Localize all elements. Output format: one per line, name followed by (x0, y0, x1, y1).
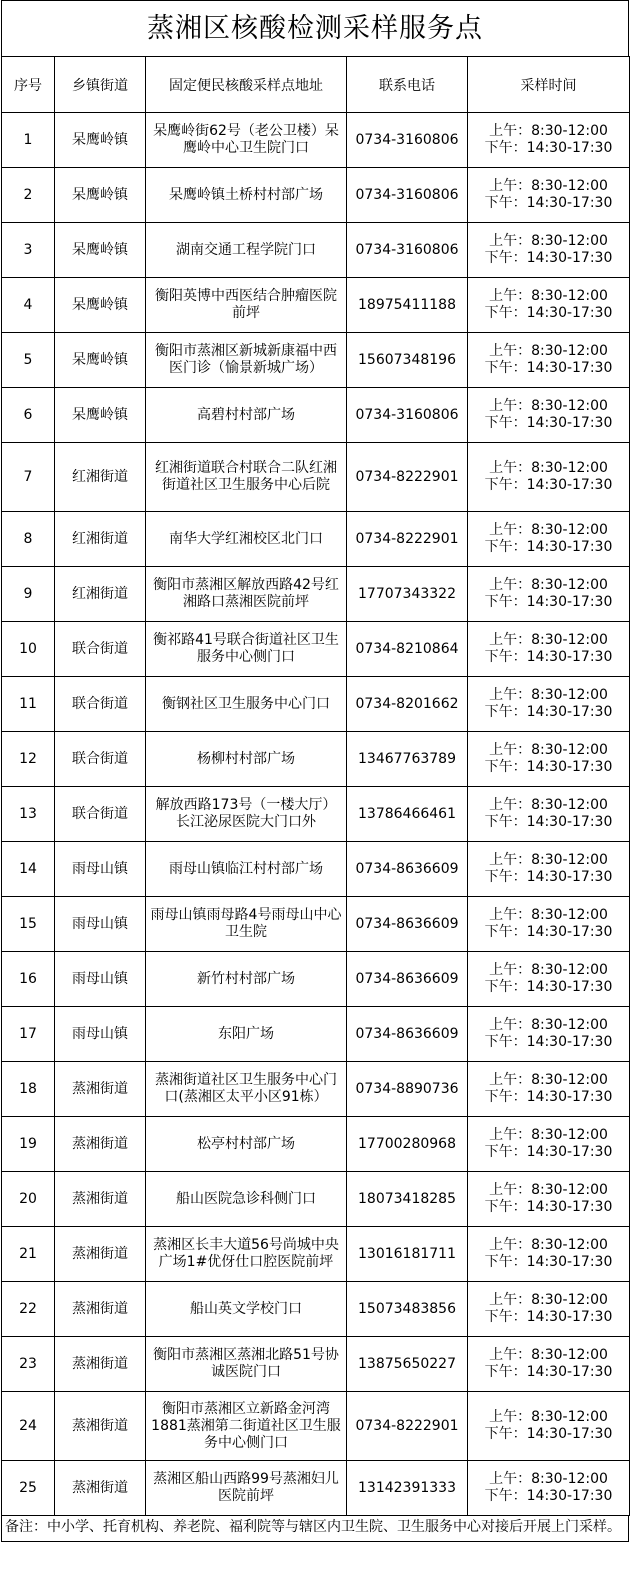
row-phone: 0734-8222901 (347, 512, 468, 567)
row-address: 东阳广场 (146, 1007, 347, 1062)
time-morning: 上午：8:30-12:00 (489, 907, 608, 923)
row-phone: 13786466461 (347, 787, 468, 842)
time-morning: 上午：8:30-12:00 (489, 1072, 608, 1088)
row-time (468, 897, 630, 952)
row-street: 雨母山镇 (55, 1007, 146, 1062)
row-street: 红湘街道 (55, 567, 146, 622)
row-street: 呆鹰岭镇 (55, 113, 146, 168)
row-street: 红湘街道 (55, 443, 146, 512)
row-address: 衡阳英博中西医结合肿瘤医院前坪 (146, 278, 347, 333)
row-phone: 13016181711 (347, 1227, 468, 1282)
time-afternoon: 下午：14:30-17:30 (484, 649, 613, 665)
row-street: 蒸湘街道 (55, 1337, 146, 1392)
row-time (468, 787, 630, 842)
row-address: 蒸湘区船山西路99号蒸湘妇儿医院前坪 (146, 1461, 347, 1516)
row-phone: 0734-8201662 (347, 677, 468, 732)
row-phone: 0734-8636609 (347, 842, 468, 897)
sampling-sites-sheet (1, 0, 629, 1542)
row-street: 蒸湘街道 (55, 1282, 146, 1337)
row-address: 衡钢社区卫生服务中心门口 (146, 677, 347, 732)
row-address: 衡阳市蒸湘区解放西路42号红湘路口蒸湘医院前坪 (146, 567, 347, 622)
time-morning: 上午：8:30-12:00 (489, 1347, 608, 1363)
table-row (2, 388, 630, 443)
row-address: 呆鹰岭街62号（老公卫楼）呆鹰岭中心卫生院门口 (146, 113, 347, 168)
row-time (468, 278, 630, 333)
row-phone: 0734-8210864 (347, 622, 468, 677)
row-index: 6 (2, 388, 55, 443)
row-phone: 0734-3160806 (347, 113, 468, 168)
time-afternoon: 下午：14:30-17:30 (484, 1199, 613, 1215)
row-index: 15 (2, 897, 55, 952)
table-row (2, 1062, 630, 1117)
row-time (468, 952, 630, 1007)
row-street: 呆鹰岭镇 (55, 223, 146, 278)
row-time (468, 223, 630, 278)
row-phone: 0734-3160806 (347, 223, 468, 278)
row-phone: 13142391333 (347, 1461, 468, 1516)
time-morning: 上午：8:30-12:00 (489, 1127, 608, 1143)
time-morning: 上午：8:30-12:00 (489, 343, 608, 359)
row-index: 5 (2, 333, 55, 388)
table-row (2, 168, 630, 223)
row-time (468, 567, 630, 622)
row-index: 3 (2, 223, 55, 278)
time-afternoon: 下午：14:30-17:30 (484, 1309, 613, 1325)
table-row (2, 1227, 630, 1282)
row-address: 船山英文学校门口 (146, 1282, 347, 1337)
row-street: 呆鹰岭镇 (55, 278, 146, 333)
header-phone: 联系电话 (347, 57, 468, 113)
table-row (2, 567, 630, 622)
time-morning: 上午：8:30-12:00 (489, 460, 608, 476)
time-morning: 上午：8:30-12:00 (489, 123, 608, 139)
table-row (2, 1117, 630, 1172)
row-time (468, 1172, 630, 1227)
row-index: 23 (2, 1337, 55, 1392)
row-street: 雨母山镇 (55, 897, 146, 952)
table-row (2, 1282, 630, 1337)
table-row (2, 443, 630, 512)
time-afternoon: 下午：14:30-17:30 (484, 1034, 613, 1050)
row-address: 高碧村村部广场 (146, 388, 347, 443)
time-morning: 上午：8:30-12:00 (489, 852, 608, 868)
row-time (468, 622, 630, 677)
row-index: 21 (2, 1227, 55, 1282)
time-morning: 上午：8:30-12:00 (489, 288, 608, 304)
row-time (468, 1117, 630, 1172)
time-afternoon: 下午：14:30-17:30 (484, 360, 613, 376)
time-afternoon: 下午：14:30-17:30 (484, 140, 613, 156)
row-time (468, 512, 630, 567)
row-index: 13 (2, 787, 55, 842)
row-index: 25 (2, 1461, 55, 1516)
time-morning: 上午：8:30-12:00 (489, 398, 608, 414)
row-address: 衡阳市蒸湘区蒸湘北路51号协诚医院门口 (146, 1337, 347, 1392)
row-index: 10 (2, 622, 55, 677)
table-row (2, 1337, 630, 1392)
time-morning: 上午：8:30-12:00 (489, 233, 608, 249)
row-street: 蒸湘街道 (55, 1392, 146, 1461)
row-index: 17 (2, 1007, 55, 1062)
time-morning: 上午：8:30-12:00 (489, 1471, 608, 1487)
row-street: 红湘街道 (55, 512, 146, 567)
row-address: 雨母山镇雨母路4号雨母山中心卫生院 (146, 897, 347, 952)
time-afternoon: 下午：14:30-17:30 (484, 594, 613, 610)
time-morning: 上午：8:30-12:00 (489, 1182, 608, 1198)
row-time (468, 333, 630, 388)
time-morning: 上午：8:30-12:00 (489, 632, 608, 648)
table-row (2, 278, 630, 333)
row-phone: 15073483856 (347, 1282, 468, 1337)
table-row (2, 787, 630, 842)
time-afternoon: 下午：14:30-17:30 (484, 415, 613, 431)
time-afternoon: 下午：14:30-17:30 (484, 979, 613, 995)
time-afternoon: 下午：14:30-17:30 (484, 1488, 613, 1504)
time-morning: 上午：8:30-12:00 (489, 1237, 608, 1253)
row-phone: 18975411188 (347, 278, 468, 333)
row-street: 呆鹰岭镇 (55, 388, 146, 443)
table-row (2, 223, 630, 278)
time-afternoon: 下午：14:30-17:30 (484, 1364, 613, 1380)
row-address: 蒸湘街道社区卫生服务中心门口(蒸湘区太平小区91栋） (146, 1062, 347, 1117)
table-row (2, 1392, 630, 1461)
time-afternoon: 下午：14:30-17:30 (484, 759, 613, 775)
row-address: 南华大学红湘校区北门口 (146, 512, 347, 567)
row-index: 24 (2, 1392, 55, 1461)
row-time (468, 1461, 630, 1516)
row-street: 呆鹰岭镇 (55, 168, 146, 223)
row-phone: 18073418285 (347, 1172, 468, 1227)
row-index: 20 (2, 1172, 55, 1227)
table-row (2, 1007, 630, 1062)
row-index: 11 (2, 677, 55, 732)
table-row (2, 1461, 630, 1516)
time-afternoon: 下午：14:30-17:30 (484, 250, 613, 266)
row-address: 红湘街道联合村联合二队红湘街道社区卫生服务中心后院 (146, 443, 347, 512)
time-afternoon: 下午：14:30-17:30 (484, 1426, 613, 1442)
row-index: 4 (2, 278, 55, 333)
time-morning: 上午：8:30-12:00 (489, 742, 608, 758)
table-row (2, 1172, 630, 1227)
table-row (2, 842, 630, 897)
time-morning: 上午：8:30-12:00 (489, 962, 608, 978)
row-index: 7 (2, 443, 55, 512)
table-row (2, 677, 630, 732)
row-time (468, 677, 630, 732)
row-index: 1 (2, 113, 55, 168)
row-time (468, 842, 630, 897)
time-morning: 上午：8:30-12:00 (489, 1017, 608, 1033)
row-time (468, 732, 630, 787)
row-address: 湖南交通工程学院门口 (146, 223, 347, 278)
row-street: 蒸湘街道 (55, 1117, 146, 1172)
row-index: 14 (2, 842, 55, 897)
row-address: 衡祁路41号联合街道社区卫生服务中心侧门口 (146, 622, 347, 677)
row-time (468, 1062, 630, 1117)
row-index: 2 (2, 168, 55, 223)
time-afternoon: 下午：14:30-17:30 (484, 704, 613, 720)
row-index: 8 (2, 512, 55, 567)
row-phone: 15607348196 (347, 333, 468, 388)
row-phone: 17700280968 (347, 1117, 468, 1172)
row-address: 船山医院急诊科侧门口 (146, 1172, 347, 1227)
row-index: 18 (2, 1062, 55, 1117)
row-address: 衡阳市蒸湘区新城新康福中西医门诊（愉景新城广场） (146, 333, 347, 388)
row-street: 蒸湘街道 (55, 1461, 146, 1516)
row-index: 19 (2, 1117, 55, 1172)
table-header-row (2, 57, 630, 113)
row-index: 12 (2, 732, 55, 787)
row-street: 雨母山镇 (55, 842, 146, 897)
time-afternoon: 下午：14:30-17:30 (484, 1254, 613, 1270)
table-row (2, 897, 630, 952)
row-address: 雨母山镇临江村村部广场 (146, 842, 347, 897)
row-address: 新竹村村部广场 (146, 952, 347, 1007)
row-street: 联合街道 (55, 622, 146, 677)
time-morning: 上午：8:30-12:00 (489, 577, 608, 593)
time-afternoon: 下午：14:30-17:30 (484, 1144, 613, 1160)
table-row (2, 622, 630, 677)
row-time (468, 1392, 630, 1461)
row-phone: 0734-8636609 (347, 897, 468, 952)
page-title: 蒸湘区核酸检测采样服务点 (1, 0, 629, 56)
row-phone: 17707343322 (347, 567, 468, 622)
row-address: 衡阳市蒸湘区立新路金河湾1881蒸湘第二街道社区卫生服务中心侧门口 (146, 1392, 347, 1461)
time-afternoon: 下午：14:30-17:30 (484, 814, 613, 830)
row-address: 杨柳村村部广场 (146, 732, 347, 787)
row-time (468, 1282, 630, 1337)
row-phone: 13467763789 (347, 732, 468, 787)
row-phone: 0734-8636609 (347, 952, 468, 1007)
header-street: 乡镇街道 (55, 57, 146, 113)
time-afternoon: 下午：14:30-17:30 (484, 869, 613, 885)
row-street: 蒸湘街道 (55, 1172, 146, 1227)
table-row (2, 333, 630, 388)
time-afternoon: 下午：14:30-17:30 (484, 195, 613, 211)
row-phone: 0734-8636609 (347, 1007, 468, 1062)
row-phone: 13875650227 (347, 1337, 468, 1392)
row-time (468, 1007, 630, 1062)
time-morning: 上午：8:30-12:00 (489, 687, 608, 703)
time-afternoon: 下午：14:30-17:30 (484, 924, 613, 940)
table-row (2, 113, 630, 168)
row-time (468, 1227, 630, 1282)
row-street: 联合街道 (55, 732, 146, 787)
row-phone: 0734-8222901 (347, 1392, 468, 1461)
time-morning: 上午：8:30-12:00 (489, 1292, 608, 1308)
row-phone: 0734-8222901 (347, 443, 468, 512)
table-body (2, 113, 630, 1516)
row-index: 16 (2, 952, 55, 1007)
header-index: 序号 (2, 57, 55, 113)
row-street: 联合街道 (55, 677, 146, 732)
time-afternoon: 下午：14:30-17:30 (484, 305, 613, 321)
row-time (468, 443, 630, 512)
row-time (468, 388, 630, 443)
row-street: 雨母山镇 (55, 952, 146, 1007)
table-row (2, 732, 630, 787)
header-time: 采样时间 (468, 57, 630, 113)
row-time (468, 168, 630, 223)
row-index: 9 (2, 567, 55, 622)
row-street: 蒸湘街道 (55, 1062, 146, 1117)
row-index: 22 (2, 1282, 55, 1337)
time-morning: 上午：8:30-12:00 (489, 1409, 608, 1425)
row-address: 蒸湘区长丰大道56号尚城中央广场1#优伢仕口腔医院前坪 (146, 1227, 347, 1282)
time-morning: 上午：8:30-12:00 (489, 797, 608, 813)
row-address: 解放西路173号（一楼大厅）长江泌尿医院大门口外 (146, 787, 347, 842)
row-street: 联合街道 (55, 787, 146, 842)
footnote: 备注：中小学、托育机构、养老院、福利院等与辖区内卫生院、卫生服务中心对接后开展上门采样。 (1, 1516, 629, 1542)
row-address: 呆鹰岭镇土桥村村部广场 (146, 168, 347, 223)
header-address: 固定便民核酸采样点地址 (146, 57, 347, 113)
time-morning: 上午：8:30-12:00 (489, 178, 608, 194)
time-morning: 上午：8:30-12:00 (489, 522, 608, 538)
row-time (468, 1337, 630, 1392)
row-phone: 0734-3160806 (347, 168, 468, 223)
row-time (468, 113, 630, 168)
row-phone: 0734-3160806 (347, 388, 468, 443)
time-afternoon: 下午：14:30-17:30 (484, 477, 613, 493)
row-address: 松亭村村部广场 (146, 1117, 347, 1172)
table-row (2, 512, 630, 567)
time-afternoon: 下午：14:30-17:30 (484, 539, 613, 555)
time-afternoon: 下午：14:30-17:30 (484, 1089, 613, 1105)
sampling-sites-table (1, 56, 630, 1516)
row-street: 呆鹰岭镇 (55, 333, 146, 388)
row-street: 蒸湘街道 (55, 1227, 146, 1282)
row-phone: 0734-8890736 (347, 1062, 468, 1117)
table-row (2, 952, 630, 1007)
